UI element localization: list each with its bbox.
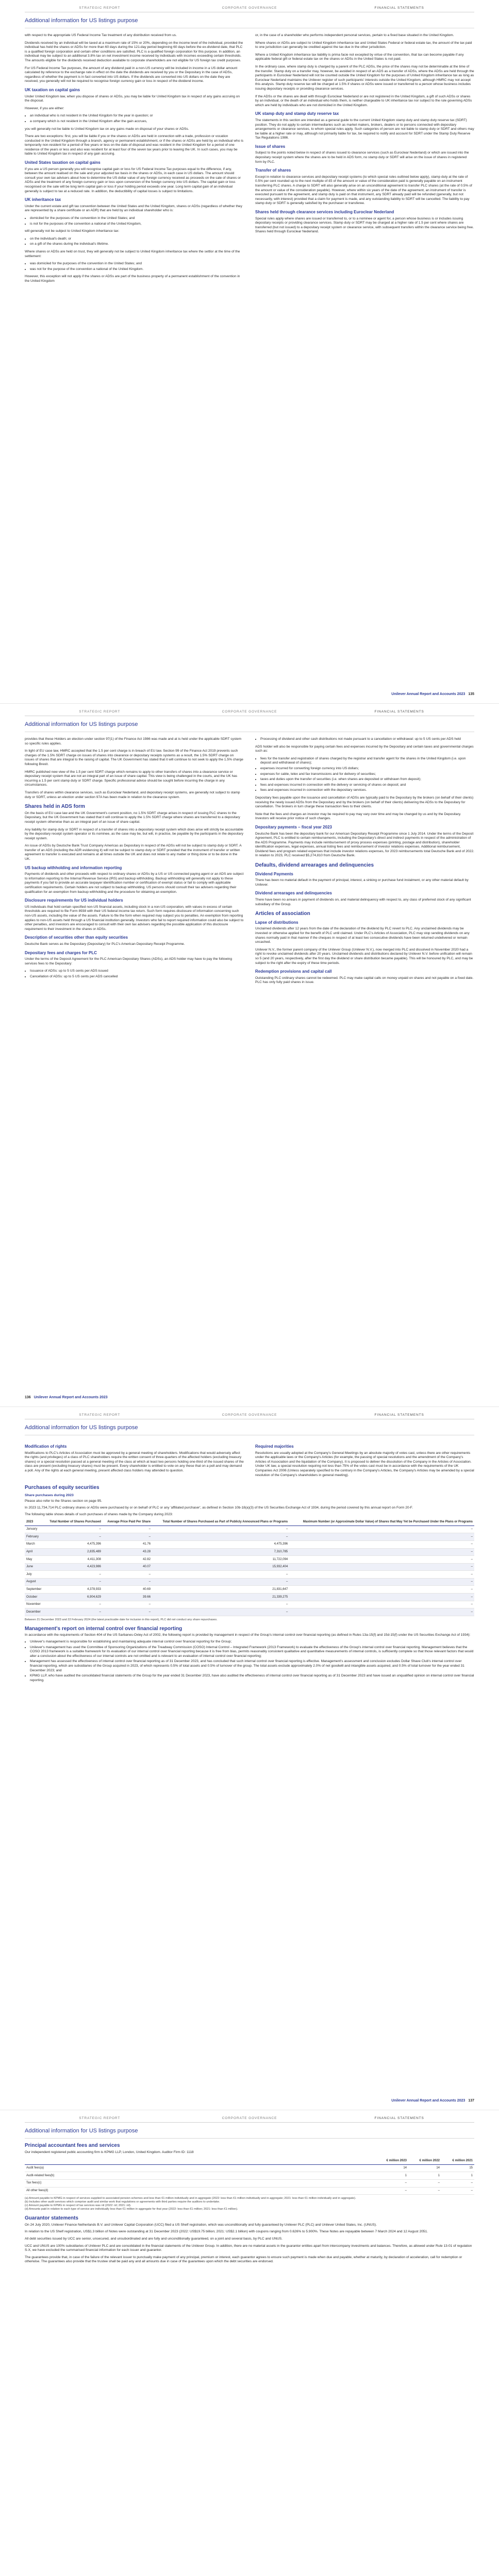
page-number: 137 (468, 2099, 474, 2103)
paragraph: Payments of dividends and other proceeds with respect to ordinary shares or ADSs by a US or US connected paying agent or an ADS are subject to information reporting to the Internal Revenue Service (IRS) and backup withholding. Backup withholding will generally not apply to these payments if you fail to provide an accurate taxpayer identification number or certification of exempt status or fail to comply with applicable certification requirements. Certain holders are not subject to backup withholding. US persons should consult their tax advisers regarding their qualification for an exemption from backup withholding and the procedure for obtaining an exemption. (25, 872, 244, 894)
share-text-2: In 2023 11,734,714 PLC ordinary shares or ADSs were purchased by or on behalf of PLC or any 'affiliated purchaser', as defined in Section 10b-18(a)(3) of the US Securities Exchange Act of 1934, during the period covered by this annual report on Form 20-F. (25, 1505, 413, 1510)
column-left (25, 737, 244, 988)
table-cell: 4,423,986 (44, 1563, 103, 1571)
tab-financial-statements[interactable]: FINANCIAL STATEMENTS (324, 710, 474, 716)
paragraph: In relation to the US Shelf registration, US$1.3 billion of Notes were outstanding at 31 December 2023 (2022: US$19.75 billion; 2021: US$2.1 billion) with coupons ranging from 0.626% to 5.900%. These Notes are repayable between 7 March 2024 and 12 August 2051. (25, 2230, 428, 2234)
column-header: Average Price Paid Per Share (103, 1519, 152, 1526)
table-cell: 15 (441, 2164, 474, 2172)
table-note: Between 21 December 2023 and 22 February 2024 (the latest practicable date for inclusion in this report), PLC did not conduct any share repurchases. (25, 1618, 218, 1621)
tab-financial-statements[interactable]: FINANCIAL STATEMENTS (324, 2116, 474, 2123)
purchases-section (25, 1486, 474, 1683)
table-cell: 4,475,396 (44, 1540, 103, 1548)
table-cell: 2,835,489 (44, 1548, 103, 1556)
paragraph: UCC and UNUS are 100% subsidiaries of Unilever PLC and are consolidated in the financial statements of the Unilever Group. In addition, there are no material assets in the guarantor entities apart from intercompany investments and balances. Therefore, as allowed under Rule 13-01 of regulation S-X, we have excluded the summarised financial information for each issuer and guarantor. (25, 2244, 472, 2252)
list-item: • fees and expenses incurred in connection with the delivery or servicing of shares on deposit; and (260, 783, 474, 788)
table-cell: 40.69 (103, 1586, 152, 1594)
page-138 (0, 2110, 499, 2576)
table-row (25, 1526, 474, 1533)
list-item: • Processing of dividend and other cash distributions not made pursuant to a cancellation or withdrawal: up to 5 US cents per ADS held (260, 737, 474, 742)
table-cell: 11,722,094 (152, 1556, 289, 1564)
paragraph: For US Federal Income Tax purposes, the amount of any dividend paid in a non-US currency will be included in income in a US dollar amount calculated by reference to the exchange rate in effect on the date the dividends are received by you or the Depositary in the case of ADSs, regardless of whether the payment is in fact converted into US dollars. If the dividends are converted into US dollars on the date they are received, you generally will not be required to recognise foreign currency gain or loss in respect of the dividend income. (25, 66, 238, 83)
mgmt-report-title: Management's report on internal control over financial reporting (25, 1625, 182, 1632)
table-cell: – (152, 1571, 289, 1579)
column-header (25, 2158, 375, 2164)
paragraph: The statements in this section are intended as a general guide to the current United Kingdom stamp duty and stamp duty reserve tax (SDRT) position. They do not apply to certain intermediaries such as market makers, brokers, dealers or to persons connected with depositary arrangements or clearance services, to whom special rules apply. Such categories of person are not liable to stamp duty or SDRT and others may be liable at a higher rate or may, although not primarily liable for tax, be required to notify and account for SDRT under the Stamp Duty Reserve Tax Regulations 1986. (255, 118, 474, 140)
subheading: Depositary payments – fiscal year 2023 (255, 824, 332, 829)
table-cell: 14 (408, 2164, 441, 2172)
paragraph: US individuals that hold certain specified non-US financial assets, including stock in a non-US corporation, with values in excess of certain thresholds are required to file Form 8938 with their US federal income tax return. Such form requires disclosure of information concerning such non-US assets, including the value of the assets. Failure to file the form when required may subject you to penalties. An exemption from reporting applies to non-US assets held through a US financial institution generally. Investors who fail to report required information could also be subject to other penalties, and investors are encouraged to consult with their own tax advisers regarding the possible application of this disclosure requirement to their investment in the shares or ADSs. (25, 905, 244, 931)
table-row (25, 1556, 474, 1564)
table-cell: – (441, 2187, 474, 2195)
paragraph: Dividends received by an individual will be taxed at a maximum rate of 15% or 20%, depending on the income level of the individual, provided the individual has held the shares or ADSs for more than 60 days during the 121-day period beginning 60 days before the ex-dividend date, that PLC is a qualified foreign corporation and certain other conditions are satisfied. PLC is a qualified foreign corporation for this purpose. In addition, an individual may be subject to an additional 3.8% tax on net investment income received by individuals with incomes exceeding certain thresholds. The amounts eligible for the dividends received deduction available to corporate shareholders are not eligible for US foreign tax credit purposes. (25, 41, 243, 62)
subheading: UK inheritance tax (25, 197, 61, 202)
table-cell: – (44, 1601, 103, 1608)
paragraph: Under the current estate and gift tax convention between the United States and the United Kingdom, shares or ADSs (regardless of whether they are represented by a share certificate or an ADR) that are held by an individual shareholder who is: (25, 204, 242, 213)
table-row (25, 1586, 474, 1594)
heading: Defaults, dividend arrearages and delinquencies (255, 862, 374, 869)
tab-strategic-report[interactable]: STRATEGIC REPORT (25, 6, 175, 12)
paragraph: Note that the fees and charges an investor may be required to pay may vary over time and may be changed by us and by the Depositary. Investors will receive prior notice of such changes. (255, 812, 461, 821)
table-cell: – (103, 1526, 152, 1533)
column-header: € million 2022 (408, 2158, 441, 2164)
table-cell: Tax fees(c) (25, 2179, 375, 2187)
table-header-row (25, 1519, 474, 1526)
table-cell: – (103, 1608, 152, 1616)
heading: Articles of association (255, 911, 310, 917)
column-header: Total Number of Shares Purchased as Part of Publicly Announced Plans or Programs (152, 1519, 289, 1526)
page-footer (25, 2099, 474, 2103)
subheading: Description of securities other than equity securities (25, 935, 128, 940)
table-row (25, 1578, 474, 1586)
paragraph: you will generally not be liable to United Kingdom tax on any gains made on disposal of your shares or ADSs. (25, 127, 189, 131)
table-row (25, 2164, 474, 2172)
paragraph: Special rules apply where shares are issued or transferred to, or to a nominee or agent for, a person whose business is or includes issuing depositary receipts or providing clearance services. Stamp duty or SDRT may be charged at a higher rate of 1.5 per cent where shares are transferred (but not issued) to a depositary receipt system or clearance service, with subsequent transfers within the clearance service being free. Shares held through Euroclear Nederland. (255, 216, 474, 234)
bullet-list (25, 216, 244, 226)
paragraph: There are two exceptions: first, you will be liable if you or the shares or ADSs are held in connection with a trade, profession or vocation conducted in the United Kingdom through a branch, agency or permanent establishment, or if the shares or ADSs are held by an individual who is temporarily non-resident for a period of five years or less on the date of disposal and was resident in the United Kingdom for a period of one residence of the years or less and also was resident for at least four of the seven tax years prior to leaving the UK. In such cases, you may be liable to United Kingdom tax in respect of any gain accruing. (25, 134, 244, 156)
paragraph: with respect to the appropriate US Federal Income Tax treatment of any distribution received from us. (25, 33, 177, 37)
table-cell: – (289, 1601, 474, 1608)
table-cell: 1 (375, 2172, 408, 2180)
page-137 (0, 1406, 499, 2110)
paragraph: will generally not be subject to United Kingdom inheritance tax: (25, 229, 120, 233)
paragraph: An issue of ADSs by Deutsche Bank Trust Company Americas as Depositary in respect of the ADSs will not be subject to stamp duty or SDRT. A transfer of an ADS (including the ADR evidencing it) will not be subject to stamp duty or SDRT provided that the instrument of transfer or written agreement to transfer is executed and remains at all times outside the UK and does not relate to any matter or thing done or to be done in the UK. (25, 844, 242, 861)
table-cell: – (289, 1548, 474, 1556)
mgmt-bullets (25, 1640, 474, 1683)
table-cell: 21,339,275 (152, 1594, 289, 1601)
table-cell: – (408, 2179, 441, 2187)
paragraph: Deutsche Bank has been the depositary bank for our American Depositary Receipt Programme since 1 July 2014. Under the terms of the Deposit Agreement, PLC is entitled to certain reimbursements, including the Depositary's direct and indirect payments in respect of the administration of the ADS Programme. Payments may include reimbursement of proxy process expenses (printing, postage and distribution), shareholder identification expenses, legal expenses, annual listing fees and reimbursement of investor relations expenses. Additional reimbursement, Dividend fees and program related expenses that include investor relations expenses, for 2023 reimbursements total Deutsche Bank and of 2022. In relation to 2023, PLC received $5,274,810 from Deutsche Bank. (255, 832, 474, 858)
footer-brand: Unilever Annual Report and Accounts 2023 (391, 2099, 465, 2103)
table-cell: 39.66 (103, 1594, 152, 1601)
table-cell: – (152, 1601, 289, 1608)
share-text-3: The following table shows details of such purchases of shares made by the Company during 2023: (25, 1512, 173, 1516)
subheading: Depositary fees and charges for PLC (25, 950, 97, 955)
list-item: • Cancellation of ADSs: up to 5 US cents per ADS cancelled (30, 975, 244, 979)
paragraph: provides that these Holders an election under section 97(1) of the Finance Act 1986 was made and at is held under the applicable SDRT system so specific rules applies. (25, 737, 242, 745)
table-row (25, 1533, 474, 1541)
table-cell: – (375, 2187, 408, 2195)
subheading: Redemption provisions and capital call (255, 969, 332, 974)
column-header: € million 2023 (375, 2158, 408, 2164)
paragraph: On the basis of EU case law and the UK Government's current position, no 1.5% SDRT charge arises in respect of issuing PLC shares to the Depositary, but the UK Government has stated that it will continue to apply the 1.5% SDRT charge where shares are transferred to a depositary receipt system otherwise than as an integral part of an issue of share capital. (25, 811, 240, 824)
tab-corporate-governance[interactable]: CORPORATE GOVERNANCE (175, 710, 325, 716)
table-cell: 6,904,629 (44, 1594, 103, 1601)
top-nav (25, 0, 474, 12)
fees-table (25, 2158, 474, 2195)
fees-title: Principal accountant fees and services (25, 2143, 120, 2148)
list-item: • KPMG LLP, who have audited the consolidated financial statements of the Group for the year ended 31 December 2023, have also audited the effectiveness of internal control over financial reporting as of 31 December 2023 and have issued an unqualified opinion on internal control over financial reporting. (30, 1674, 474, 1683)
paragraph: Deutsche Bank serves as the Depositary (Depositary) for PLC's American Depositary Receipt Programme. (25, 942, 185, 946)
table-cell: February (25, 1533, 44, 1541)
tab-financial-statements[interactable]: FINANCIAL STATEMENTS (324, 1413, 474, 1419)
list-item: • taxes and duties upon the transfer of securities (i.e. when shares are deposited or withdrawn from deposit); (260, 777, 474, 782)
table-cell: January (25, 1526, 44, 1533)
table-cell: 21,831,647 (152, 1586, 289, 1594)
table-row (25, 1601, 474, 1608)
paragraph: The guarantees provide that, in case of the failure of the relevant issuer to punctually make payment of any principal, premium or interest, each guarantor agrees to ensure such payment is made when due and payable, whether at maturity, by declaration of acceleration, call for redemption or otherwise. The guarantees also provide that the trustee shall be paid any and all amounts due in case of the guarantees upon which the debt securities are endorsed. (25, 2255, 462, 2264)
heading: Shares held in ADS form (25, 804, 85, 810)
paragraph: In light of EU case law, HMRC accepted that the 1.5 per cent charge is in breach of EU law. Section 99 of the Finance Act 2019 prevents such charges of the 1.5% SDRT charge on issues of shares into clearance or depositary receipts systems as a result, the 1.5% SDRT charge on issues of shares that are integral to the raising of capital. The UK Government has stated that it will continue to not seek to apply the 1.5% charge following Brexit. (25, 749, 243, 766)
table-cell: 14 (375, 2164, 408, 2172)
paragraph: Depositary fees payable upon the issuance and cancellation of ADSs are typically paid to the Depositary by the brokers (on behalf of their clients) receiving the newly issued ADSs from the Depositary and by the brokers (on behalf of their clients) delivering the ADSs to the Depositary for cancellation. The brokers in turn charge these transaction fees to their clients. (255, 795, 474, 809)
mgmt-intro: In accordance with the requirements of Section 404 of the US Sarbanes-Oxley Act of 2002, the following report is provided by management in respect of the Group's internal control over financial reporting (as defined in Rules 13a-15(f) and 15d-15(f) under the US Securities Exchange Act of 1934): (25, 1633, 471, 1637)
page-footer (25, 1396, 474, 1399)
subheading: UK taxation on capital gains (25, 87, 80, 92)
tab-corporate-governance[interactable]: CORPORATE GOVERNANCE (175, 6, 325, 12)
list-item: • expenses incurred for converting foreign currency into US dollars; (260, 767, 474, 771)
section-title: Additional information for US listings purpose (25, 2128, 474, 2139)
footnote: (a) Amount payable to KPMG in respect of services supplied to associated pension schemes and less than €1 million individually and in aggregate (2022: less than €1 million individually and in aggregate; 2021: less than €1 million individually and in aggregate). (25, 2197, 356, 2200)
table-cell: – (289, 1540, 474, 1548)
table-cell: – (441, 2179, 474, 2187)
table-cell: August (25, 1578, 44, 1586)
list-item: • Management has assessed the effectiveness of internal control over financial reporting as of 31 December 2023, and has concluded that such internal control over financial reporting is effective. Management's assessment and conclusion excludes Dollar Shave Club's internal control over financial reporting, which are subsidiaries of the Group acquired in 2023, of which represents 0.5% of total assets and 0.5% of turnover of the group. The total assets exclude approximately 2.0% of net goodwill and intangible assets acquired, and 0.5% of total turnover for the year ended 31 December 2023; and (30, 1659, 474, 1673)
list-item: • was not for the purpose of the convention a national of the United Kingdom. (30, 267, 244, 272)
share-purchases-title: Share purchases during 2023 (25, 1493, 74, 1497)
table-row (25, 1548, 474, 1556)
table-cell: April (25, 1548, 44, 1556)
table-row (25, 1563, 474, 1571)
list-item: • fees and expenses incurred in connection with the depositary services. (260, 788, 474, 793)
column-header: Total Number of Shares Purchased (44, 1519, 103, 1526)
table-row (25, 2172, 474, 2180)
table-cell: September (25, 1586, 44, 1594)
footnote: (d) Amounts paid in relation to each type of service are individually less than €1 million in aggregate for that year (2022: less than €1 million; 2021: less than €1 million). (25, 2208, 238, 2211)
paragraph: However, this exception will not apply if the shares or ADSs are part of the business property of a permanent establishment of the convention in the United Kingdom (25, 275, 240, 283)
table-row (25, 1594, 474, 1601)
table-cell: – (103, 1578, 152, 1586)
table-cell: 40.07 (103, 1563, 152, 1571)
required-title: Required majorities (255, 1444, 294, 1449)
paragraph: On 24 July 2020, Unilever Finance Netherlands B.V. and Unilever Capital Corporation (UCC) filed a US Shelf registration, which was unconditionally and fully guaranteed by Unilever PLC (PLC) and Unilever United States, Inc. (UNUS). (25, 2223, 377, 2227)
share-text-1: Please also refer to the Shares section on page 95. (25, 1499, 102, 1503)
column-right (255, 33, 474, 287)
table-cell: – (289, 1594, 474, 1601)
table-cell: – (408, 2187, 441, 2195)
section-title: Additional information for US listings purpose (25, 1425, 474, 1435)
footer-brand: Unilever Annual Report and Accounts 2023 (34, 1396, 108, 1399)
subheading: US backup withholding and information reporting (25, 865, 122, 870)
table-cell: – (289, 1578, 474, 1586)
table-body (25, 1526, 474, 1616)
subheading: United States taxation on capital gains (25, 160, 101, 165)
table-row (25, 1608, 474, 1616)
bullet-list (25, 237, 244, 247)
subheading: Issue of shares (255, 144, 286, 149)
table-cell: Audit fees(a) (25, 2164, 375, 2172)
table-cell: – (152, 1526, 289, 1533)
paragraph: Unilever N.V., the former parent company of the Unilever Group (Unilever N.V.), now merged into PLC and dissolved in November 2020 had a right to revoke unclaimed dividends after 20 years. Unclaimed dividends and distributions declared by Unilever N.V. before unification will remain so 5 (and 20 years, respectively, after the first day the dividend or share distribution became payable). This will be honoured by PLC, and may be subject to the right after the expiry of these time periods. (255, 947, 473, 965)
list-item: • Issuance of ADSs: up to 5 US cents per ADS issued (30, 969, 244, 974)
list-item: • Unilever's management has used the Committee of Sponsoring Organizations of the Treadway Commission (COSO) Internal Control – Integrated Framework (2013 Framework) to evaluate the effectiveness of the Group's internal control over financial reporting. Management believes that the COSO 2013 framework is a suitable framework for its evaluation of our internal control over financial reporting because it is free from bias, permits reasonably consistent qualitative and quantitative measurements of internal controls, is sufficiently complete so that those relevant factors that would alter a conclusion about the effectiveness of our internal controls are not omitted and is relevant to an evaluation of internal control over financial reporting; (30, 1646, 474, 1659)
table-cell: – (289, 1533, 474, 1541)
table-row (25, 2187, 474, 2195)
table-cell: 1 (408, 2172, 441, 2180)
list-item: • Unilever's management is responsible for establishing and maintaining adequate internal control over financial reporting for the Group; (30, 1640, 474, 1645)
list-item: • on a gift of the shares during the individual's lifetime. (30, 242, 244, 247)
table-cell: March (25, 1540, 44, 1548)
table-cell: December (25, 1608, 44, 1616)
required-text: Resolutions are usually adopted at the Company's General Meetings by an absolute majority of votes cast, unless there are other requirements under the applicable laws or the Company's Articles (for example, the passing of special resolutions and the amendment of the Company's Articles of Association and the liquidation of the Company). It is proposed to deliver the dissolution of the Company in the Articles of Association. Under UK law, a special resolution requiring not less than 75% of the votes cast must be in accordance with the requirements of the UK Companies Act 2006 (Unless separately specified to the contrary in the Company's Articles, the Company's Articles may be amended by a special resolution of the Company's shareholders in general meeting). (255, 1451, 474, 1477)
list-item: • domiciled for the purposes of the convention in the United States; and (30, 216, 244, 221)
modification-text: Modifications to PLC's Articles of Association must be approved by a general meeting of shareholders. Modifications that would adversely affect the rights (and privileges) of a class of PLC shareholders require the written consent of three-quarters of the affected holders (excluding treasury shares) or a special resolution passed at a general meeting of the class at which at least two persons holding one-third of the issued shares of the class are present (excluding treasury shares) must be present. Every shareholder is entitled to vote on any these that on a poll and may demand a poll. Any of the rights at each general meeting, present affected class holders may attended to question. (25, 1451, 244, 1472)
bullet-list (255, 737, 474, 742)
table-cell: – (103, 1533, 152, 1541)
fees-notes (25, 2197, 474, 2211)
modification-rights (25, 1440, 244, 1481)
footnote: (b) Includes other audit services which comprise audit and similar work that regulations or agreements with third parties require the auditors to undertake. (25, 2200, 220, 2204)
section-title: Additional information for US listings purpose (25, 721, 474, 732)
subheading: Dividend Payments (255, 871, 293, 876)
subheading: UK stamp duty and stamp duty reserve tax (255, 111, 339, 116)
table-cell: October (25, 1594, 44, 1601)
footnote: (c) Amount payable to KPMG in respect of tax services was nil (2022: nil; 2021: nil). (25, 2204, 131, 2208)
tab-strategic-report[interactable]: STRATEGIC REPORT (25, 2116, 175, 2123)
required-majorities (255, 1440, 474, 1481)
table-row (25, 2179, 474, 2187)
paragraph: If the ADSs or the shares are dealt with through Euroclear Nederland or are not registered in the United Kingdom, a gift of such ADSs or shares by an individual, or the death of an individual who holds them, is neither chargeable to UK inheritance tax nor subject to the rule governing ADSs which are held by individuals who are not domiciled in the United Kingdom. (255, 94, 472, 107)
paragraph: There have been no arrears in payment of dividends on, and material delinquency with respect to, any class of preferred stock of any significant subsidiary of the Group. (255, 898, 471, 906)
subheading: Lapse of distributions (255, 920, 298, 925)
table-cell: – (152, 1608, 289, 1616)
tab-strategic-report[interactable]: STRATEGIC REPORT (25, 710, 175, 716)
table-cell: July (25, 1571, 44, 1579)
table-row (25, 1571, 474, 1579)
column-header: € million 2021 (441, 2158, 474, 2164)
table-cell: November (25, 1601, 44, 1608)
column-right (255, 737, 474, 988)
subheading: Dividend arrearages and delinquencies (255, 891, 332, 896)
table-cell: June (25, 1563, 44, 1571)
table-cell: All other fees(d) (25, 2187, 375, 2195)
paragraph: However, if you are either: (25, 106, 64, 110)
subheading: Transfer of shares (255, 168, 291, 173)
fees-section (25, 2144, 474, 2264)
guarantor-title: Guarantor statements (25, 2215, 78, 2222)
modification-title: Modification of rights (25, 1444, 67, 1449)
table-cell: 43.28 (103, 1548, 152, 1556)
subheading: Shares held through clearance services including Euroclear Nederland (255, 210, 394, 214)
top-nav (25, 704, 474, 716)
page-number: 135 (468, 692, 474, 696)
list-item: • an individual who is not resident in the United Kingdom for the year in question; or (30, 114, 244, 118)
table-cell: – (44, 1571, 103, 1579)
table-row (25, 1540, 474, 1548)
list-item: • was domiciled for the purposes of the convention in the United States; and (30, 262, 244, 266)
paragraph: In the ordinary case, where stamp duty is charged by a parent of the PLC ADSs, the price of the shares may not be determinable at the time of the transfer. Stamp duty on a transfer may, however, be avoided in respect of an ADS as a transfer of ADSs, where the ADSs are held through the participants in Euroclear Nederland will not be counted outside the United Kingdom for the purposes of United Kingdom inheritance tax as long as Euroclear Nederland maintains the Unilever register of such participants' interests outside the United Kingdom, although HMRC may not accept this analysis. Stamp duty reserve tax will be charged at 1.5% if shares or ADSs were issued or transferred to a person whose business includes issuing depositary receipts or providing clearance services. (255, 64, 474, 91)
paragraph: Under the terms of the Deposit Agreement for the PLC American Depositary Shares (ADSs), an ADS holder may have to pay the following services fees to the Depositary: (25, 957, 232, 965)
list-item: • expenses for cable, telex and fax transmissions and for delivery of securities; (260, 772, 474, 777)
table-cell: 42.82 (103, 1556, 152, 1564)
paragraph: Where a United Kingdom inheritance tax liability is prima facie not excepted by virtue of the convention, that tax can become payable if any applicable federal gift or federal estate tax on the shares or ADSs in the United States is not paid. (255, 53, 464, 61)
table-cell: – (44, 1533, 103, 1541)
bullet-list (25, 969, 244, 979)
table-cell: May (25, 1556, 44, 1564)
table-cell: 4,475,396 (152, 1540, 289, 1548)
page-136 (0, 703, 499, 1406)
page-number: 136 (25, 1396, 31, 1399)
table-cell: 1 (441, 2172, 474, 2180)
top-nav (25, 2110, 474, 2123)
table-cell: 15,932,404 (152, 1563, 289, 1571)
paragraph: or, in the case of a shareholder who performs independent personal services, pertain to a fixed base situated in the United Kingdom. (255, 33, 454, 37)
guarantor-text (25, 2223, 474, 2264)
paragraph: Where shares or ADSs are held on trust, they will generally not be subject to United Kingdom inheritance tax where the settlor at the time of the settlement: (25, 249, 240, 258)
column-header: Maximum Number (or Approximate Dollar Value) of Shares that May Yet be Purchased Under the Plans or Programs (289, 1519, 474, 1526)
list-item: • fees for the transfer and registration of shares charged by the registrar and transfer agent for the shares in the United Kingdom (i.e. upon deposit and withdrawal of shares); (260, 757, 474, 766)
table-cell: 7,310,785 (152, 1548, 289, 1556)
paragraph: Outstanding PLC ordinary shares cannot be redeemed. PLC may make capital calls on money unpaid on shares and not payable on a fixed date. PLC has only fully paid shares in issue. (255, 976, 474, 985)
table-header-row (25, 2158, 474, 2164)
subheading: Disclosure requirements for US individual holders (25, 898, 123, 903)
table-cell: – (289, 1586, 474, 1594)
table-cell: – (289, 1563, 474, 1571)
table-cell: – (289, 1608, 474, 1616)
tab-corporate-governance[interactable]: CORPORATE GOVERNANCE (175, 2116, 325, 2123)
paragraph: Under United Kingdom law, when you dispose of shares or ADSs, you may be liable for United Kingdom tax in respect of any gains accruing on the disposal. (25, 94, 240, 103)
table-cell: 41.76 (103, 1540, 152, 1548)
purchases-title: Purchases of equity securities (25, 1485, 99, 1491)
share-purchases-table (25, 1519, 474, 1616)
page-footer (25, 692, 474, 696)
bullet-list (255, 757, 474, 793)
column-left (25, 33, 244, 287)
table-cell: 4,411,308 (44, 1556, 103, 1564)
table-cell: – (44, 1578, 103, 1586)
footer-brand: Unilever Annual Report and Accounts 2023 (391, 692, 465, 696)
column-header: 2023 (25, 1519, 44, 1526)
paragraph: Unclaimed dividends after 12 years from the date of the declaration of the dividend by PLC revert to PLC. Any unclaimed dividends may be invested or otherwise applied for the benefit of PLC until claimed. Under PLC's Articles of Association, PLC may stop sending dividends on any shares normally paid in that manner if the cheques in respect of at least two consecutive dividends have been returned undelivered or remain uncashed. (255, 927, 470, 944)
page-135 (0, 0, 499, 703)
table-cell: – (44, 1608, 103, 1616)
paragraph: Except in relation to clearance services and depositary receipt systems (to which special rules outlined below apply), stamp duty at the rate of 0.5% per cent rounded up to the next multiple of £5 of the amount or value of the consideration paid is generally payable on an instrument transferring PLC shares. A charge to SDRT will also generally arise on an unconditional agreement to transfer PLC shares (at the rate of 0.5% of the amount or value of the consideration payable). However, where within six years of the date of the agreement, an instrument of transfer is executed pursuant to the agreement, and stamp duty is paid on that instrument, any SDRT already paid will be refunded (generally, but not necessarily, with interest) provided that a claim for payment is made, and any outstanding liability to SDRT will be cancelled. The liability to pay stamp duty or SDRT is generally satisfied by the purchaser or transferee. (255, 175, 472, 206)
table-cell: – (152, 1578, 289, 1586)
paragraph: Any liability for stamp duty or SDRT in respect of a transfer of shares into a depositary receipt system which does arise will strictly be accountable by the depositary receipt system operator or its nominee, as the case may be, but will, in practice, be payable by the participants in the depositary receipt system. (25, 827, 244, 840)
bullet-list (25, 114, 244, 124)
table-cell: – (103, 1601, 152, 1608)
paragraph: If you are a US person generally you will recognise capital gain or loss for US Federal Income Tax purposes equal to the difference, if any, between the amount realised on the sale and your adjusted tax basis in the shares or ADSs, in each case in US dollars. The amount should consult your own tax advisers about how to determine the US dollar value of any foreign currency received as proceeds on the sale of shares or ADSs and the treatment of any foreign currency gain or loss upon conversion of the foreign currency into US dollars. The capital gain or loss recognised on the sale will be long term capital gain or loss if your holding period exceeds one year. Long term capital gain of an individual generally is subject to tax at a reduced rate. In addition, the deductibility of capital losses is subject to limitations. (25, 167, 241, 193)
table-cell: – (375, 2179, 408, 2187)
table-cell: – (289, 1556, 474, 1564)
table-cell: – (44, 1526, 103, 1533)
paragraph: HMRC published new view of the 1.5 per cent SDRT charge which remains to apply to other transfers of shares into a clearance service or depositary receipt system that are not an integral part of an issue of share capital. This view is being challenged in the courts, and the UK has incurring a 1.5 per cent stamp duty or SDRT charge. Specific professional advice should be sought before incurring the charge in any circumstances. (25, 770, 238, 787)
paragraph: Transfers of shares within clearance services, such as Euroclear Nederland, and depositary receipt systems, are generally not subject to stamp duty or SDRT, unless an election under section 97A has been made in relation to the clearance system. (25, 790, 240, 799)
paragraph: Subject to the points noted below in respect of shares issued to clearance services (such as Euroclear Nederland) or which are issued into the depositary receipt system where the shares are to be held in ADS form, no stamp duty or SDRT will arise on the issue of shares in registered form by PLC. (255, 151, 469, 164)
paragraph: All debt securities issued by UCC are senior, unsecured, and unsubordinated and are fully and unconditionally guaranteed, on a joint and several basis, by PLC and UNUS. (25, 2236, 282, 2241)
table-cell: Audit-related fees(b) (25, 2172, 375, 2180)
tab-corporate-governance[interactable]: CORPORATE GOVERNANCE (175, 1413, 325, 1419)
list-item: • is not for the purposes of the convention a national of the United Kingdom, (30, 222, 244, 227)
list-item: • on the individual's death; or (30, 237, 244, 242)
table-cell: 4,378,933 (44, 1586, 103, 1594)
tab-financial-statements[interactable]: FINANCIAL STATEMENTS (324, 6, 474, 12)
section-title: Additional information for US listings purpose (25, 18, 474, 28)
bullet-list (25, 262, 244, 272)
table-cell: – (289, 1571, 474, 1579)
paragraph: ADS holder will also be responsible for paying certain fees and expenses incurred by the Depositary and certain taxes and governmental charges such as: (255, 744, 474, 753)
table-cell: – (103, 1571, 152, 1579)
table-cell: – (152, 1533, 289, 1541)
tab-strategic-report[interactable]: STRATEGIC REPORT (25, 1413, 175, 1419)
list-item: • a company which is not resident in the United Kingdom after the gain accrues, (30, 120, 244, 124)
table-cell: – (289, 1526, 474, 1533)
table-body (25, 2164, 474, 2194)
top-nav (25, 1407, 474, 1419)
fees-text: Our independent registered public accounting firm is KPMG LLP, London, United Kingdom. Auditor Firm ID: 1118 (25, 2150, 194, 2154)
paragraph: There has been no material default in the payment of principal, interest, a sinking or purchase fund instalment, or any other material default by Unilever. (255, 878, 469, 887)
paragraph: Where shares or ADSs are subject to United Kingdom inheritance tax and United States Federal or federal estate tax, the amount of the tax paid to one jurisdiction can generally be credited against the tax due in the other jurisdiction. (255, 41, 472, 49)
